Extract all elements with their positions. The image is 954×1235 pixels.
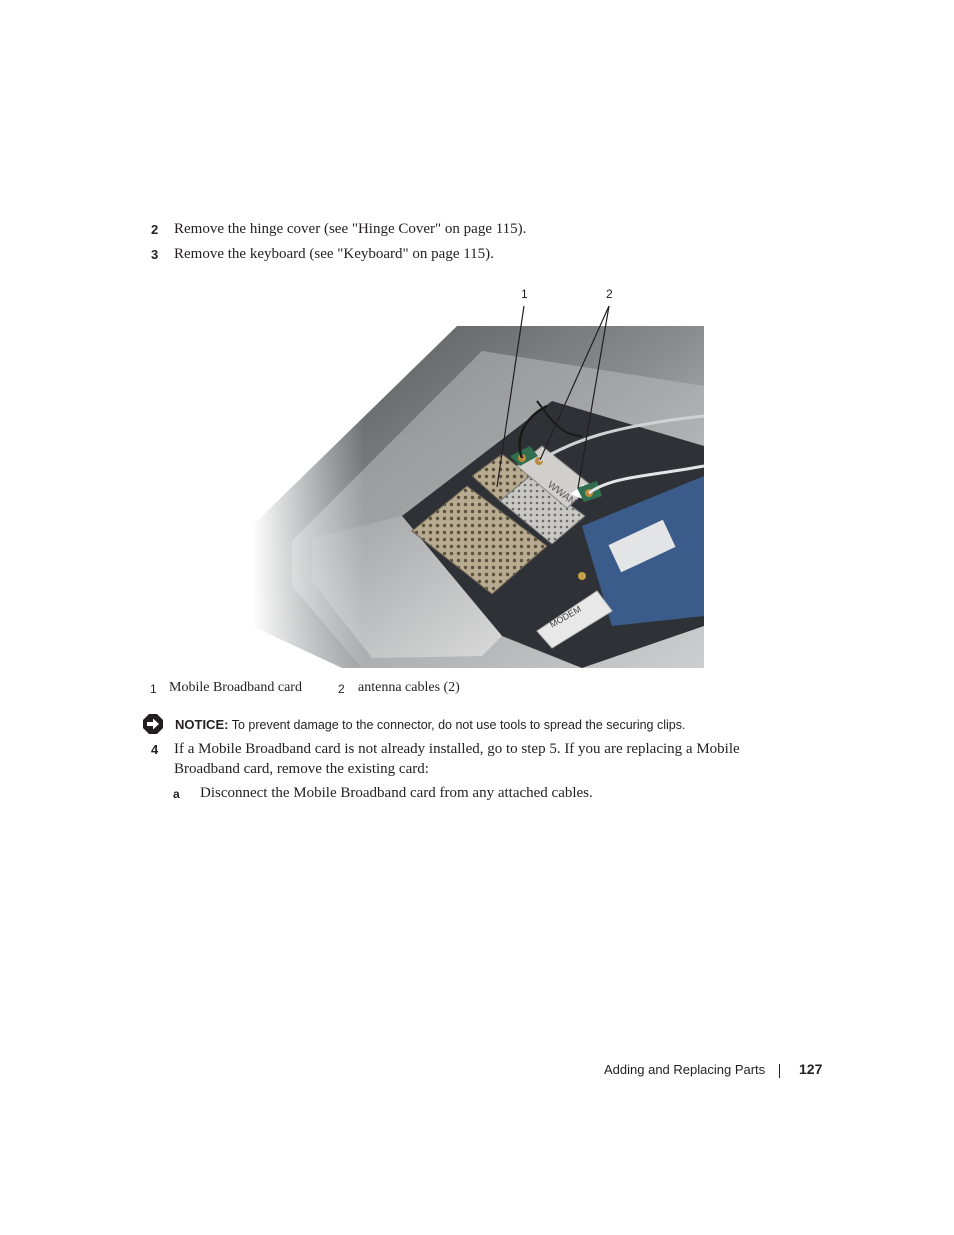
substep-text: Disconnect the Mobile Broadband card from any attached cables. xyxy=(200,785,593,801)
callout-2: 2 xyxy=(606,287,613,301)
mobile-broadband-card-illustration xyxy=(252,326,704,668)
step-number: 4 xyxy=(151,742,159,757)
notice-icon xyxy=(142,713,164,735)
page-number: 127 xyxy=(799,1061,823,1077)
notice xyxy=(175,717,685,732)
footer-separator xyxy=(779,1064,780,1078)
step-text: Remove the keyboard (see "Keyboard" on page 115). xyxy=(174,246,494,262)
legend-number: 1 xyxy=(150,682,157,696)
substep-letter: a xyxy=(173,787,180,801)
step-text-line-2: Broadband card, remove the existing card: xyxy=(174,761,429,777)
callout-1: 1 xyxy=(521,287,528,301)
step-number: 2 xyxy=(151,222,159,237)
footer-section-title: Adding and Replacing Parts xyxy=(604,1062,766,1077)
legend-text: Mobile Broadband card xyxy=(169,680,302,695)
notice-text: To prevent damage to the connector, do not use tools to spread the securing clips. xyxy=(228,718,686,732)
legend-number: 2 xyxy=(338,682,345,696)
notice-label: NOTICE: xyxy=(175,717,229,732)
legend-text: antenna cables (2) xyxy=(358,680,460,695)
step-text: Remove the hinge cover (see "Hinge Cover" on page 115). xyxy=(174,221,527,237)
step-text-line-1: If a Mobile Broadband card is not already installed, go to step 5. If you are replacing a Mobile xyxy=(174,741,740,757)
step-number: 3 xyxy=(151,247,159,262)
